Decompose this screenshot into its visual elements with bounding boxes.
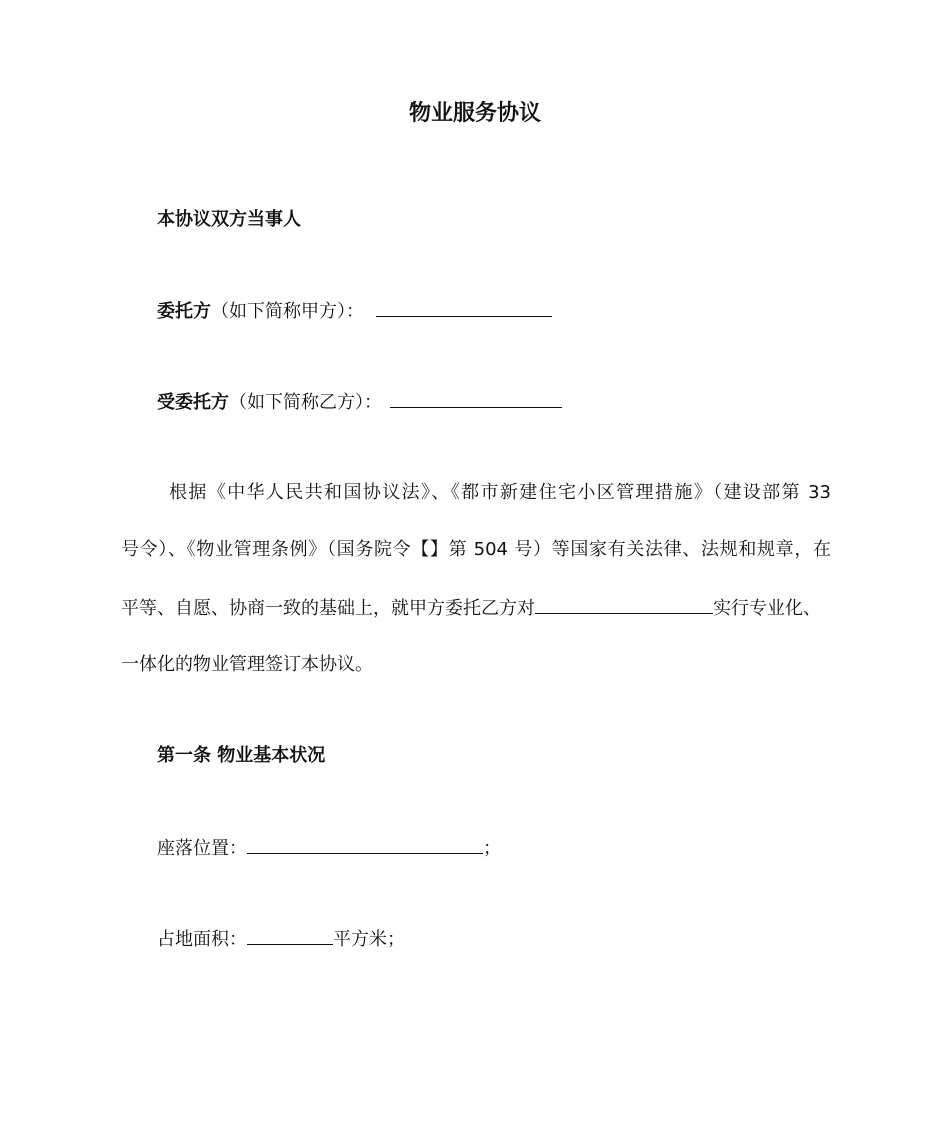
location-blank-field[interactable]	[247, 836, 483, 854]
intro-line-2	[121, 538, 831, 562]
area-label: 占地面积：	[157, 929, 247, 950]
party-a-label: 委托方	[157, 301, 211, 322]
property-name-blank-field[interactable]	[535, 596, 713, 614]
intro-line-3-after: 实行专业化、	[713, 598, 821, 619]
area-row	[157, 927, 405, 952]
article-1-heading: 第一条 物业基本状况	[157, 745, 326, 766]
party-b-blank-field[interactable]	[390, 390, 562, 408]
party-a-note: （如下简称甲方）：	[211, 301, 364, 322]
area-unit: 平方米；	[333, 929, 405, 950]
party-a-blank-field[interactable]	[376, 299, 552, 317]
location-row	[157, 836, 501, 861]
party-b-note: （如下简称乙方）：	[229, 392, 382, 413]
location-label: 座落位置：	[157, 838, 247, 859]
intro-line-2-text: 号令）、《物业管理条例》（国务院令【】第 504 号）等国家有关法律、法规和规章，在	[121, 539, 831, 560]
intro-line-4-text: 一体化的物业管理签订本协议。	[121, 654, 373, 675]
party-b-label: 受委托方	[157, 392, 229, 413]
intro-line-3-before: 平等、自愿、协商一致的基础上，就甲方委托乙方对	[121, 598, 535, 619]
location-end: ；	[483, 838, 501, 859]
intro-line-4	[121, 653, 831, 677]
parties-heading: 本协议双方当事人	[157, 209, 301, 230]
intro-line-1	[121, 481, 831, 505]
document-title: 物业服务协议	[408, 101, 541, 126]
area-blank-field[interactable]	[247, 927, 333, 945]
party-b-row	[157, 390, 562, 415]
party-a-row	[157, 299, 552, 324]
intro-line-1-text: 根据《中华人民共和国协议法》、《都市新建住宅小区管理措施》（建设部第 33	[169, 482, 831, 503]
intro-line-3	[121, 596, 831, 621]
